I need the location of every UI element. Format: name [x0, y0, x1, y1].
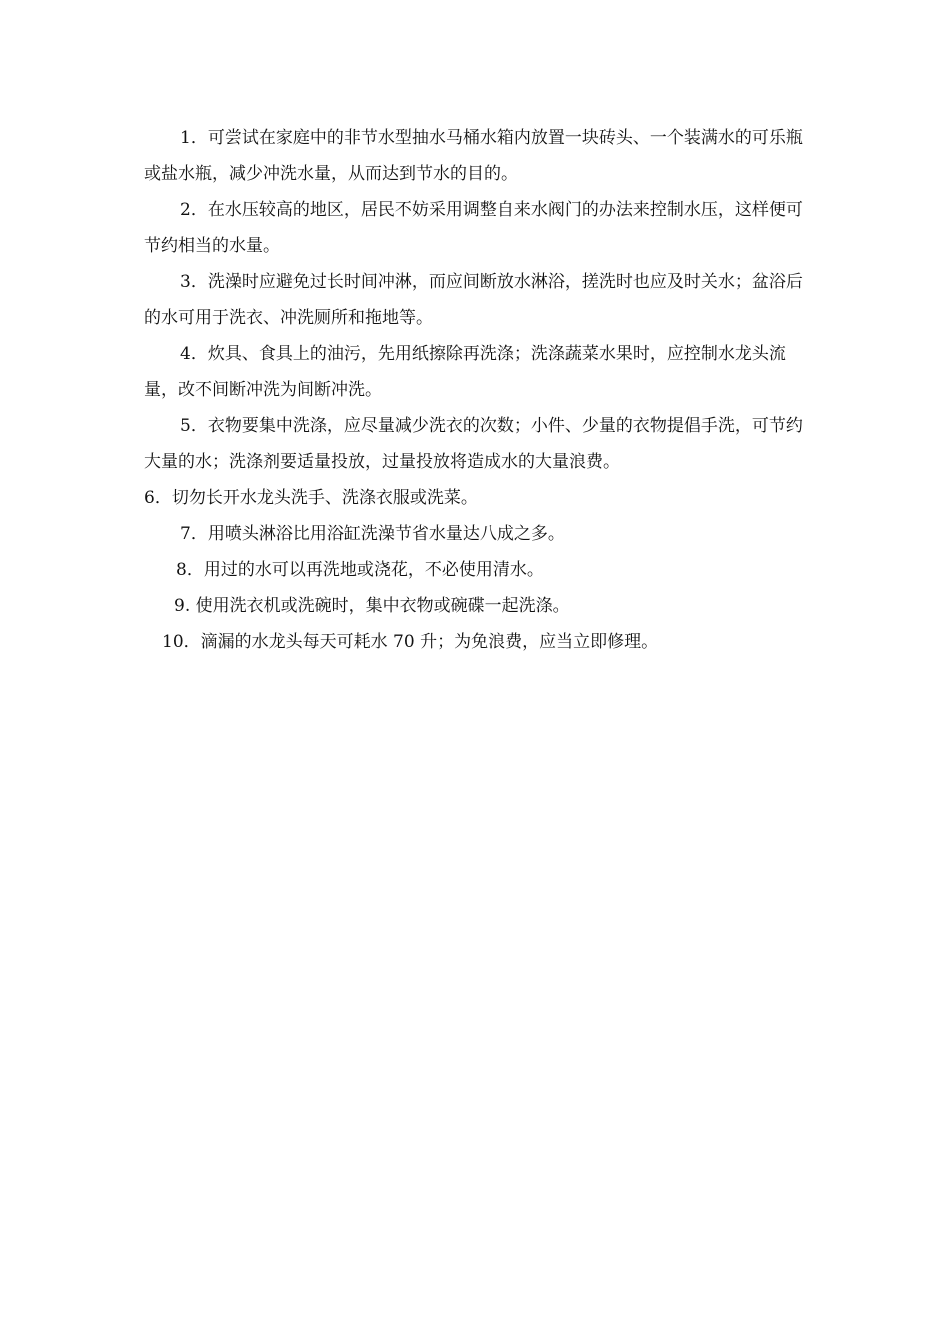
tip-2: 2．在水压较高的地区，居民不妨采用调整自来水阀门的办法来控制水压，这样便可节约相当的水量。 [144, 200, 803, 256]
tip-3: 3．洗澡时应避免过长时间冲淋，而应间断放水淋浴，搓洗时也应及时关水；盆浴后的水可用于洗衣、冲洗厕所和拖地等。 [144, 272, 803, 328]
tip-10: 10．滴漏的水龙头每天可耗水 70 升；为免浪费，应当立即修理。 [162, 632, 659, 652]
tip-9: 9. 使用洗衣机或洗碗时，集中衣物或碗碟一起洗涤。 [174, 596, 570, 616]
tip-5: 5．衣物要集中洗涤，应尽量减少洗衣的次数；小件、少量的衣物提倡手洗，可节约大量的水；洗涤剂要适量投放，过量投放将造成水的大量浪费。 [144, 416, 803, 472]
tip-1: 1．可尝试在家庭中的非节水型抽水马桶水箱内放置一块砖头、一个装满水的可乐瓶或盐水瓶，减少冲洗水量，从而达到节水的目的。 [144, 128, 803, 184]
tip-6: 6．切勿长开水龙头洗手、洗涤衣服或洗菜。 [144, 488, 478, 508]
tip-8: 8．用过的水可以再洗地或浇花，不必使用清水。 [176, 560, 544, 580]
tip-4: 4．炊具、食具上的油污，先用纸擦除再洗涤；洗涤蔬菜水果时，应控制水龙头流量，改不间断冲洗为间断冲洗。 [144, 344, 786, 400]
tip-7: 7．用喷头淋浴比用浴缸洗澡节省水量达八成之多。 [180, 524, 565, 544]
